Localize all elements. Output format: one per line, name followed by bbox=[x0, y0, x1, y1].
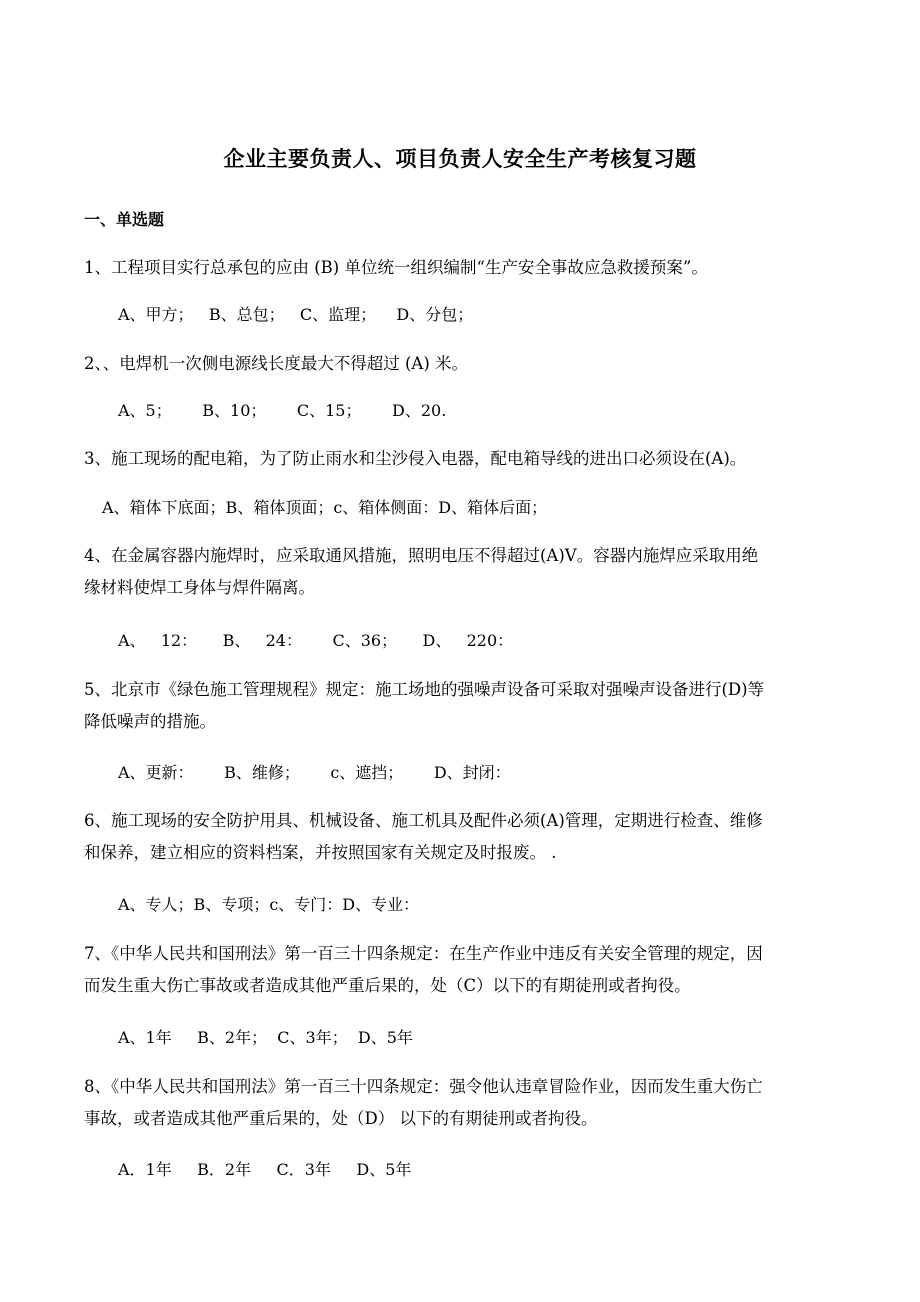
question-text-line: 缘材料使焊工身体与焊件隔离。 bbox=[84, 578, 315, 597]
question-4-options: A、 12： B、 24： C、36； D、 220： bbox=[118, 631, 514, 650]
question-4 bbox=[84, 540, 844, 604]
question-5 bbox=[84, 674, 844, 738]
question-text-line: 和保养，建立相应的资料档案，并按照国家有关规定及时报废。 . bbox=[84, 843, 557, 862]
question-5-options: A、更新： B、维修； c、遮挡； D、封闭： bbox=[118, 763, 511, 782]
question-text-line: 而发生重大伤亡事故或者造成其他严重后果的，处（C）以下的有期徒刑或者拘役。 bbox=[84, 976, 691, 995]
question-text-line: 2、、电焊机一次侧电源线长度最大不得超过 (A) 米。 bbox=[84, 354, 469, 373]
question-6 bbox=[84, 805, 844, 869]
question-7 bbox=[84, 938, 844, 1002]
question-text-line: 7、《中华人民共和国刑法》第一百三十四条规定：在生产作业中违反有关安全管理的规定，因 bbox=[84, 944, 763, 963]
question-text-line: 6、施工现场的安全防护用具、机械设备、施工机具及配件必须(A)管理，定期进行检查、维修 bbox=[84, 811, 763, 830]
question-8 bbox=[84, 1071, 844, 1135]
question-7-options: A、1年 B、2年； C、3年； D、5年 bbox=[118, 1028, 413, 1047]
section-heading: 一、单选题 bbox=[84, 210, 165, 229]
question-2 bbox=[84, 348, 844, 380]
question-text-line: 3、施工现场的配电箱，为了防止雨水和尘沙侵入电器，配电箱导线的进出口必须设在(A)。 bbox=[84, 449, 747, 468]
question-6-options: A、专人；B、专项；c、专门：D、专业： bbox=[118, 895, 420, 914]
question-3 bbox=[84, 443, 844, 475]
question-3-options: A、箱体下底面；B、箱体顶面；c、箱体侧面：D、箱体后面； bbox=[102, 498, 548, 517]
question-2-options: A、5； B、10； C、15； D、20. bbox=[118, 401, 447, 420]
question-8-options: A．1年 B．2年 C．3年 D、5年 bbox=[118, 1160, 412, 1179]
question-1 bbox=[84, 252, 844, 284]
question-text-line: 5、北京市《绿色施工管理规程》规定：施工场地的强噪声设备可采取对强噪声设备进行(D)等 bbox=[84, 680, 765, 699]
question-text-line: 1、工程项目实行总承包的应由 (B) 单位统一组织编制“生产安全事故应急救援预案”。 bbox=[84, 258, 708, 277]
question-text-line: 8、《中华人民共和国刑法》第一百三十四条规定：强令他认违章冒险作业，因而发生重大伤亡 bbox=[84, 1077, 763, 1096]
question-text-line: 事故，或者造成其他严重后果的，处（D） 以下的有期徒刑或者拘役。 bbox=[84, 1109, 598, 1128]
question-1-options: A、甲方； B、总包； C、监理； D、分包； bbox=[118, 305, 474, 324]
document-title: 企业主要负责人、项目负责人安全生产考核复习题 bbox=[223, 147, 697, 171]
question-text-line: 4、在金属容器内施焊时，应采取通风措施，照明电压不得超过(A)V。容器内施焊应采取用绝 bbox=[84, 546, 759, 565]
question-text-line: 降低噪声的措施。 bbox=[84, 712, 216, 731]
